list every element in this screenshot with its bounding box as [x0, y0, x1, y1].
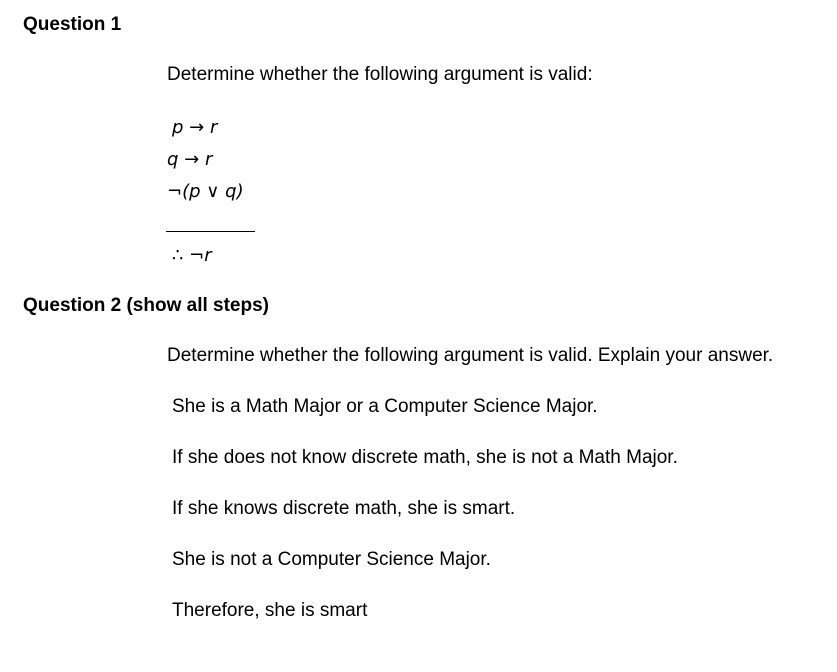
question-2-prompt: Determine whether the following argument is valid. Explain your answer. — [167, 345, 774, 366]
premise-2: q → r — [167, 149, 213, 170]
conclusion: ∴ ¬r — [172, 245, 212, 266]
statement-4: She is not a Computer Science Major. — [172, 549, 491, 570]
question-1-heading: Question 1 — [23, 14, 122, 35]
conclusion-divider — [166, 231, 255, 232]
statement-5-conclusion: Therefore, she is smart — [172, 600, 368, 621]
question-1-prompt: Determine whether the following argument is valid: — [167, 64, 593, 85]
statement-2: If she does not know discrete math, she is not a Math Major. — [172, 447, 678, 468]
statement-1: She is a Math Major or a Computer Science Major. — [172, 396, 598, 417]
statement-3: If she knows discrete math, she is smart. — [172, 498, 516, 519]
premise-1: p → r — [172, 117, 218, 138]
premise-3: ¬(p ∨ q) — [167, 181, 244, 202]
question-2-heading: Question 2 (show all steps) — [23, 295, 269, 316]
